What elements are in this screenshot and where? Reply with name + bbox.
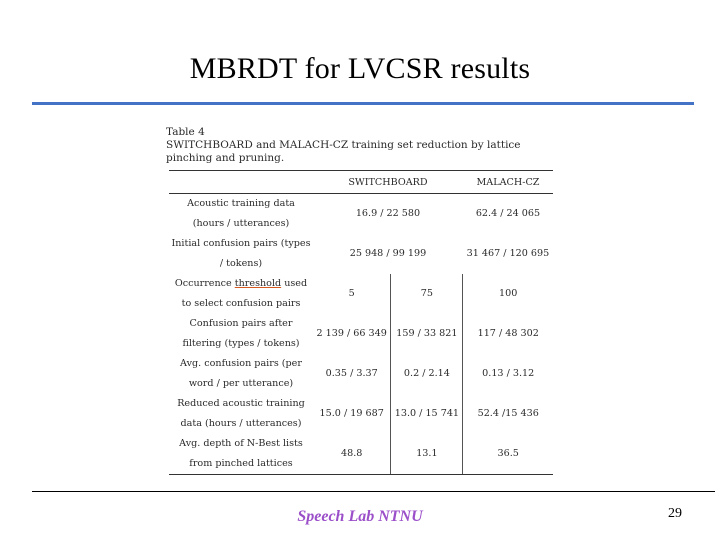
table-row [169,274,553,314]
cell-malach: 31 467 / 120 695 [466,248,550,259]
cell-malach: 117 / 48 302 [477,328,539,339]
row-label [169,274,313,314]
row-label: Confusion pairs after filtering (types / tokens) [182,318,300,349]
cell-malach: 62.4 / 24 065 [475,208,541,219]
table-row [169,314,553,354]
header-blank [169,171,313,194]
caption-text: SWITCHBOARD and MALACH-CZ training set reduction by lattice pinching and pruning. [166,139,521,164]
table-figure [166,126,564,476]
header-malach: MALACH-CZ [463,171,553,194]
cell-malach: 36.5 [463,434,553,475]
table-row [169,354,553,394]
cell-switchboard-a: 5 [313,274,391,314]
cell-switchboard-a: 15.0 / 19 687 [313,394,391,434]
table-caption [166,126,564,165]
cell-switchboard: 25 948 / 99 199 [349,248,427,259]
cell-switchboard-a: 0.35 / 3.37 [313,354,391,394]
header-switchboard: SWITCHBOARD [313,171,463,194]
row-label: Initial confusion pairs (types / tokens) [171,238,311,269]
cell-switchboard-b: 159 / 33 821 [391,314,463,354]
footer-lab-name: Speech Lab NTNU [297,508,423,525]
cell-malach: 52.4 /15 436 [477,408,539,419]
row-label: Avg. confusion pairs (per word / per utterance) [180,358,302,389]
cell-switchboard: 16.9 / 22 580 [355,208,421,219]
table-row [169,234,553,274]
footer-divider [32,491,715,492]
cell-switchboard-b: 13.0 / 15 741 [391,394,463,434]
row-label-underlined: threshold [234,278,282,289]
row-label: Acoustic training data (hours / utterances) [187,198,295,229]
table-row [169,434,553,475]
row-label-start: Occurrence [174,278,235,289]
results-table [169,170,553,475]
slide-title: MBRDT for LVCSR results [189,52,531,85]
cell-switchboard-b: 13.1 [391,434,463,475]
page-number: 29 [668,506,682,521]
row-label: Reduced acoustic training data (hours / utterances) [177,398,305,429]
row-label: Avg. depth of N-Best lists from pinched lattices [169,434,313,475]
table-row [169,394,553,434]
cell-switchboard-b: 0.2 / 2.14 [391,354,463,394]
table-header-row [169,171,553,194]
cell-switchboard-a: 48.8 [313,434,391,475]
cell-malach: 0.13 / 3.12 [482,368,535,379]
caption-label: Table 4 [166,126,205,138]
table-row [169,194,553,235]
cell-switchboard-a: 2 139 / 66 349 [313,314,391,354]
title-divider [32,102,694,105]
cell-malach: 100 [499,288,518,299]
row-label-end: used to select confusion pairs [181,278,308,309]
cell-switchboard-b: 75 [391,274,463,314]
